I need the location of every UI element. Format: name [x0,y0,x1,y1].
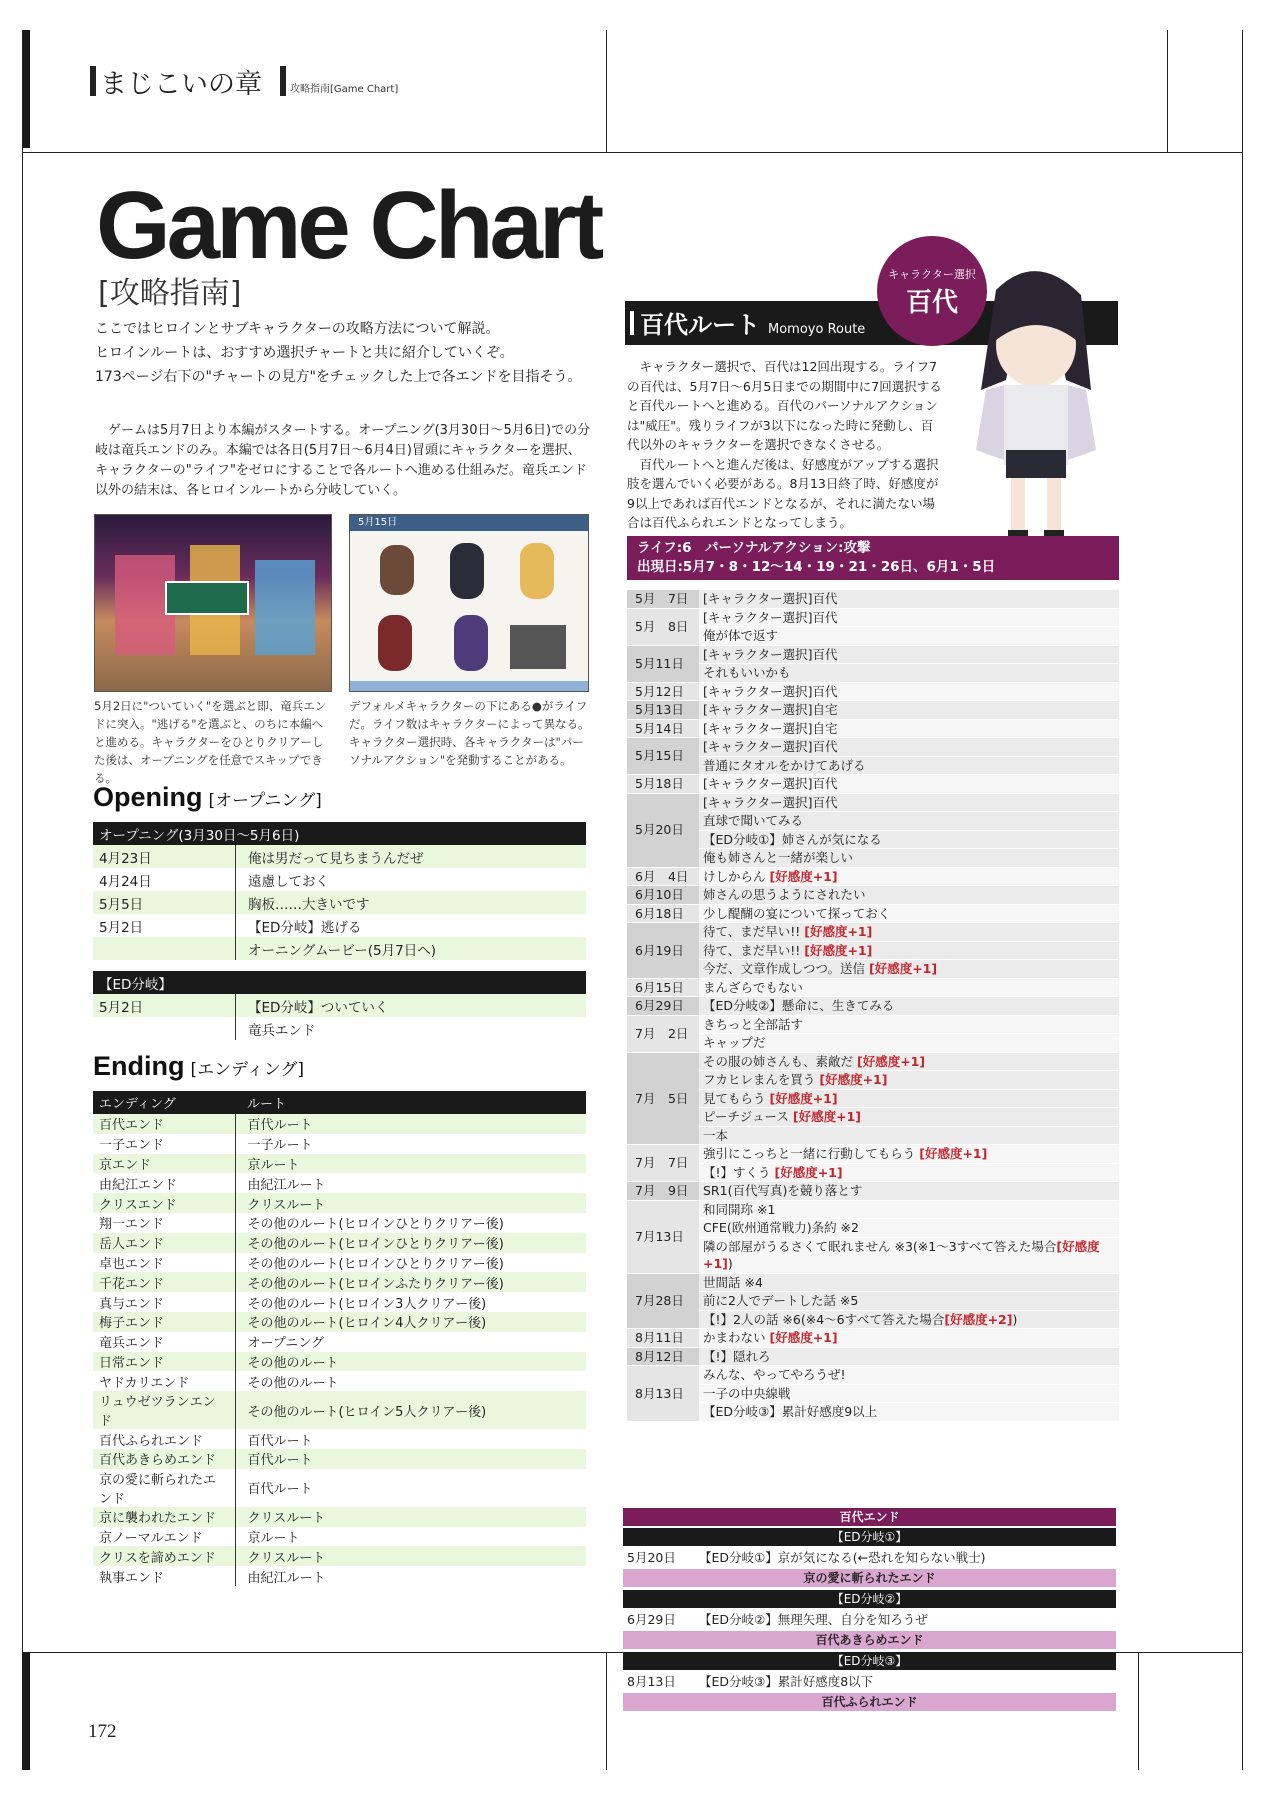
route-name: その他のルート(ヒロインひとりクリアー後) [235,1233,586,1253]
route-name: その他のルート [235,1371,586,1391]
table-row [627,1200,1119,1219]
ending-table [93,1091,586,1586]
opening-title-jp: [オープニング] [208,791,322,811]
table-row [627,756,1119,775]
chart-date: 7月 9日 [627,1182,699,1201]
chart-choice: CFE(欧州通常戦力)条約 ※2 [699,1219,1119,1238]
table-row [93,1371,586,1391]
table-row [627,608,1119,627]
table-row [93,1352,586,1372]
life-line: ライフ:6 パーソナルアクション:攻撃 [637,540,871,556]
character-select-screenshot [349,514,589,692]
badge-large-text: 百代 [905,288,958,318]
table-row [627,793,1119,812]
chart-choice: まんざらでもない [699,978,1119,997]
route-name: 百代ルート [235,1469,586,1507]
screenshot-date: 5月15日 [358,517,398,528]
chart-choice: 前に2人でデートした話 ※5 [699,1292,1119,1311]
ending-name: 梅子エンド [93,1312,235,1332]
header-bar-left [90,66,96,96]
table-row [93,1391,586,1429]
chart-choice: その服の姉さんも、素敵だ [好感度+1] [699,1052,1119,1071]
chart-choice: 世間話 ※4 [699,1273,1119,1292]
table-row [93,1527,586,1547]
branch-text: 【ED分岐②】無理矢理、自分を知ろうぜ [699,1612,928,1627]
table-row [93,1429,586,1449]
table-row [627,1237,1119,1273]
table-row: 5月2日 【ED分岐】ついていく [93,994,586,1017]
bottom-left-corner-block [22,1652,30,1770]
chart-choice: 【ED分岐②】懸命に、生きてみる [699,997,1119,1016]
end-band: 京の愛に斬られたエンド [623,1569,1116,1587]
route-name: 由紀江ルート [235,1173,586,1193]
branch-text: 【ED分岐①】京が気になる(←恐れを知らない戦士) [699,1550,986,1565]
chart-choice: 強引にこっちと一緒に行動してもらう [好感度+1] [699,1145,1119,1164]
table-row [627,1163,1119,1182]
table-row [627,1182,1119,1201]
chart-choice: 見てもらう [好感度+1] [699,1089,1119,1108]
footer-divider-2 [1138,1652,1139,1770]
ending-name: 百代あきらめエンド [93,1449,235,1469]
chart-date: 6月18日 [627,904,699,923]
table-row [627,1273,1119,1292]
branch-label-band: 【ED分岐③】 [623,1652,1116,1670]
chart-choice: フカヒレまんを買う [好感度+1] [699,1071,1119,1090]
ending-name: 千花エンド [93,1272,235,1292]
chart-date: 8月12日 [627,1347,699,1366]
ending-name: クリスエンド [93,1193,235,1213]
branch-row [627,1548,1117,1568]
chart-choice: [キャラクター選択]百代 [699,738,1119,757]
route-name: その他のルート(ヒロイン4人クリアー後) [235,1312,586,1332]
ending-name: 由紀江エンド [93,1173,235,1193]
branch-date: 6月29日 [627,1612,676,1627]
table-row [627,590,1119,608]
chart-choice: [キャラクター選択]百代 [699,682,1119,701]
chart-date: 7月 2日 [627,1015,699,1052]
table-row [627,775,1119,794]
footer-divider-1 [606,1652,607,1770]
momoyo-chart-table [627,590,1119,1422]
chart-choice: 俺も姉さんと一緒が楽しい [699,849,1119,868]
ending-name: 岳人エンド [93,1233,235,1253]
ending-name: 執事エンド [93,1566,235,1586]
table-row [627,904,1119,923]
chart-date: 8月11日 [627,1329,699,1348]
chart-choice: 姉さんの思うようにされたい [699,886,1119,905]
table-row [627,923,1119,942]
route-name: 百代ルート [235,1114,586,1134]
chart-choice: [キャラクター選択]百代 [699,645,1119,664]
frame-left [22,30,23,1770]
header-divider-2 [1167,30,1168,152]
ending-title: Ending [93,1051,185,1081]
top-left-corner-block [22,30,30,148]
table-row [93,1507,586,1527]
table-row: 竜兵エンド [93,1017,586,1040]
table-row [627,812,1119,831]
table-row [627,645,1119,664]
chart-date: 6月15日 [627,978,699,997]
route-name: その他のルート(ヒロイン5人クリアー後) [235,1391,586,1429]
chart-choice: 一本 [699,1126,1119,1145]
chart-choice: [キャラクター選択]百代 [699,793,1119,812]
chapter-title: まじこいの章 [100,69,262,100]
page-number: 172 [88,1721,117,1742]
table-row [93,1154,586,1174]
chart-date: 5月13日 [627,701,699,720]
table-row [627,627,1119,646]
header-divider-1 [606,30,607,152]
table-row [627,1108,1119,1127]
opening-heading [93,782,322,813]
table-row [627,1071,1119,1090]
ending-name: 翔一エンド [93,1213,235,1233]
chart-date: 6月10日 [627,886,699,905]
branch-label-band: 【ED分岐②】 [623,1590,1116,1608]
route-name: 百代ルート [235,1429,586,1449]
frame-right [1242,30,1243,1770]
caption-arcade: 5月2日に"ついていく"を選ぶと即、竜兵エンドに突入。"逃げる"を選ぶと、のちに本編へと進める。キャラクターをひとりクリアーした後は、オープニングを任意でスキップできる。 [94,699,327,785]
chart-choice: かまわない [好感度+1] [699,1329,1119,1348]
route-name: 百代ルート [235,1449,586,1469]
ending-name: 京ノーマルエンド [93,1527,235,1547]
badge-small-text: キャラクター選択 [888,268,976,281]
screenshot-date-bar [350,515,589,531]
momoyo-route-title: 百代ルート Momoyo Route [640,311,866,339]
table-row: 4月24日 遠慮しておく [93,868,586,891]
chart-date: 6月 4日 [627,867,699,886]
chart-date: 7月13日 [627,1200,699,1273]
table-row [627,701,1119,720]
table-row [627,867,1119,886]
chart-date: 5月15日 [627,738,699,775]
ending-name: リュウゼツランエンド [93,1391,235,1429]
table-row [627,1089,1119,1108]
chart-date: 6月19日 [627,923,699,979]
branch-row [627,1672,1117,1692]
chart-choice: SR1(百代写真)を競り落とす [699,1182,1119,1201]
chart-choice: [キャラクター選択]百代 [699,590,1119,608]
chart-choice: 今だ、文章作成しつつ。送信 [好感度+1] [699,960,1119,979]
momoyo-chibi-illustration [956,260,1116,560]
end-band: 百代ふられエンド [623,1693,1116,1711]
chart-choice: 隣の部屋がうるさくて眠れません ※3(※1～3すべて答えた場合[好感度+1]) [699,1237,1119,1273]
intro-line-1: ここではヒロインとサブキャラクターの攻略方法について解説。 [95,321,500,337]
chart-choice: 一子の中央線戦 [699,1384,1119,1403]
opening-branch-table [93,971,586,1040]
route-name: オープニング [235,1332,586,1352]
table-row [93,1193,586,1213]
chart-choice: キャップだ [699,1034,1119,1053]
table-row [627,738,1119,757]
table-row [93,1233,586,1253]
opening-branch-header: 【ED分岐】 [93,971,586,994]
table-row [627,719,1119,738]
route-name: 由紀江ルート [235,1566,586,1586]
ending-heading [93,1051,304,1082]
table-row [627,1219,1119,1238]
route-name: その他のルート(ヒロインふたりクリアー後) [235,1272,586,1292]
chart-choice: 【ED分岐③】累計好感度9以上 [699,1403,1119,1422]
table-row [627,1403,1119,1422]
table-row [93,1312,586,1332]
ending-name: 日常エンド [93,1352,235,1372]
table-row [93,1173,586,1193]
chart-choice: 待て、まだ早い!! [好感度+1] [699,923,1119,942]
table-row [627,1366,1119,1385]
chart-choice: [キャラクター選択]自宅 [699,719,1119,738]
header-bar-right [280,66,286,96]
table-row [93,1566,586,1586]
momoyo-header-mark [630,311,634,335]
table-row [627,941,1119,960]
chart-choice: 待て、まだ早い!! [好感度+1] [699,941,1119,960]
intro-text [95,317,615,389]
branch-text: 【ED分岐③】累計好感度8以下 [699,1674,874,1689]
table-row [627,1034,1119,1053]
table-row: 5月2日 【ED分岐】逃げる [93,914,586,937]
table-row [93,1449,586,1469]
chart-choice: [キャラクター選択]自宅 [699,701,1119,720]
table-row [93,1546,586,1566]
table-row [93,1134,586,1154]
table-row [627,1384,1119,1403]
ending-name: 一子エンド [93,1134,235,1154]
ending-name: 百代ふられエンド [93,1429,235,1449]
chart-choice: [キャラクター選択]百代 [699,608,1119,627]
table-row [93,1469,586,1507]
momoyo-life-info [627,536,1119,580]
chart-choice: きちっと全部話す [699,1015,1119,1034]
chart-date: 5月14日 [627,719,699,738]
ending-title-jp: [エンディング] [190,1060,305,1080]
momoyo-description [627,357,943,533]
momoyo-route-title-en: Momoyo Route [768,322,866,337]
route-name: クリスルート [235,1507,586,1527]
ending-name: 真与エンド [93,1292,235,1312]
overview-paragraph: ゲームは5月7日より本編がスタートする。オープニング(3月30日～5月6日)での分岐は竜兵エンドのみ。本編では各日(5月7日～6月4日)冒頭にキャラクターを選択、キャラクターの"ライフ"をゼロにすることで各ルートへ進める仕組みだ。竜兵エンド以外の結末は、各ヒロインルートから分岐していく。 [95,423,591,498]
chart-date: 7月 7日 [627,1145,699,1182]
page-subtitle: [攻略指南] [98,276,242,311]
table-row [627,960,1119,979]
chart-date: 5月11日 [627,645,699,682]
arcade-screenshot [94,514,332,692]
chart-choice: 普通にタオルをかけてあげる [699,756,1119,775]
appearance-line: 出現日:5月7・8・12～14・19・21・26日、6月1・5日 [637,559,996,575]
table-row [93,1272,586,1292]
end-band: 百代あきらめエンド [623,1631,1116,1649]
route-name: その他のルート(ヒロイン3人クリアー後) [235,1292,586,1312]
table-row [93,1114,586,1134]
chart-choice: 【!】2人の話 ※6(※4～6すべて答えた場合[好感度+2]) [699,1310,1119,1329]
branch-date: 5月20日 [627,1550,676,1565]
ending-name: クリスを諦めエンド [93,1546,235,1566]
route-name: 一子ルート [235,1134,586,1154]
chart-date: 6月29日 [627,997,699,1016]
chart-choice: 【ED分岐①】姉さんが気になる [699,830,1119,849]
table-row [93,1213,586,1233]
table-row [627,997,1119,1016]
opening-table [93,822,586,960]
branch-date: 8月13日 [627,1674,676,1689]
route-name: 京ルート [235,1154,586,1174]
chart-choice: それもいいかも [699,664,1119,683]
chart-choice: ピーチジュース [好感度+1] [699,1108,1119,1127]
table-row [627,1329,1119,1348]
chart-date: 7月 5日 [627,1052,699,1145]
opening-header: オープニング(3月30日～5月6日) [93,822,586,845]
table-row [627,1015,1119,1034]
chapter-subtitle: 攻略指南[Game Chart] [290,84,399,95]
chart-choice: みんな、やってやろうぜ! [699,1366,1119,1385]
caption-character-select: デフォルメキャラクターの下にある●がライフだ。ライフ数はキャラクターによって異なる。キャラクター選択時、各キャラクターは"パーソナルアクション"を発動することがある。 [349,699,590,767]
table-row [93,1253,586,1273]
table-row [93,1332,586,1352]
intro-line-3: 173ページ右下の"チャートの見方"をチェックした上で各エンドを目指そう。 [95,369,582,385]
ending-name: 京の愛に斬られたエンド [93,1469,235,1507]
chart-choice: 【!】隠れろ [699,1347,1119,1366]
ending-name: 百代エンド [93,1114,235,1134]
table-row [627,830,1119,849]
ending-name: 卓也エンド [93,1253,235,1273]
route-col-header: ルート [235,1091,586,1114]
ending-name: ヤドカリエンド [93,1371,235,1391]
table-row [627,1292,1119,1311]
table-row [627,1145,1119,1164]
chart-date: 5月 7日 [627,590,699,608]
route-name: クリスルート [235,1193,586,1213]
table-row [627,1052,1119,1071]
branch-label-band: 【ED分岐①】 [623,1528,1116,1546]
ending-name: 竜兵エンド [93,1332,235,1352]
chart-choice: 俺が体で返す [699,627,1119,646]
chart-choice: [キャラクター選択]百代 [699,775,1119,794]
route-name: その他のルート(ヒロインひとりクリアー後) [235,1253,586,1273]
chart-choice: 和同開珎 ※1 [699,1200,1119,1219]
intro-line-2: ヒロインルートは、おすすめ選択チャートと共に紹介していくぞ。 [95,345,514,361]
chart-date: 5月 8日 [627,608,699,645]
route-name: クリスルート [235,1546,586,1566]
branch-row [627,1610,1117,1630]
ending-name: 京エンド [93,1154,235,1174]
route-name: その他のルート [235,1352,586,1372]
chart-date: 8月13日 [627,1366,699,1422]
chart-date: 7月28日 [627,1273,699,1329]
table-row [627,978,1119,997]
ending-name: 京に襲われたエンド [93,1507,235,1527]
table-row [93,1292,586,1312]
chart-date: 5月12日 [627,682,699,701]
table-row [627,886,1119,905]
route-name: 京ルート [235,1527,586,1547]
chart-choice: けしからん [好感度+1] [699,867,1119,886]
table-row [627,1347,1119,1366]
route-name: その他のルート(ヒロインひとりクリアー後) [235,1213,586,1233]
table-row [627,664,1119,683]
table-row [627,682,1119,701]
ending-col-header: エンディング [93,1091,235,1114]
table-row [627,1126,1119,1145]
page-title: Game Chart [96,172,601,279]
chart-date: 5月20日 [627,793,699,867]
table-row: 4月23日 俺は男だって見ちまうんだぜ [93,845,586,868]
end-band-main: 百代エンド [623,1508,1116,1526]
table-row: オーニングムービー(5月7日へ) [93,937,586,960]
table-row [627,849,1119,868]
chart-date: 5月18日 [627,775,699,794]
chart-choice: 直球で聞いてみる [699,812,1119,831]
momoyo-paragraph-2: 百代ルートへと進んだ後は、好感度がアップする選択肢を選んでいく必要がある。8月13日終了時、好感度が9以上であれば百代エンドとなるが、それに満たない場合は百代ふられエンドとなってしまう。 [627,456,939,530]
table-row: 5月5日 胸板……大きいです [93,891,586,914]
chart-choice: 【!】すくう [好感度+1] [699,1163,1119,1182]
opening-title: Opening [93,782,203,812]
header-rule [22,152,1242,153]
table-row [627,1310,1119,1329]
momoyo-paragraph-1: キャラクター選択で、百代は12回出現する。ライフ7の百代は、5月7日～6月5日までの期間中に7回選択すると百代ルートへと進める。百代のパーソナルアクションは"威圧"。残りライフが3以下になった時に発動し、百代以外のキャラクターを選択できなくさせる。 [627,359,942,452]
chart-choice: 少し醍醐の宴について探っておく [699,904,1119,923]
